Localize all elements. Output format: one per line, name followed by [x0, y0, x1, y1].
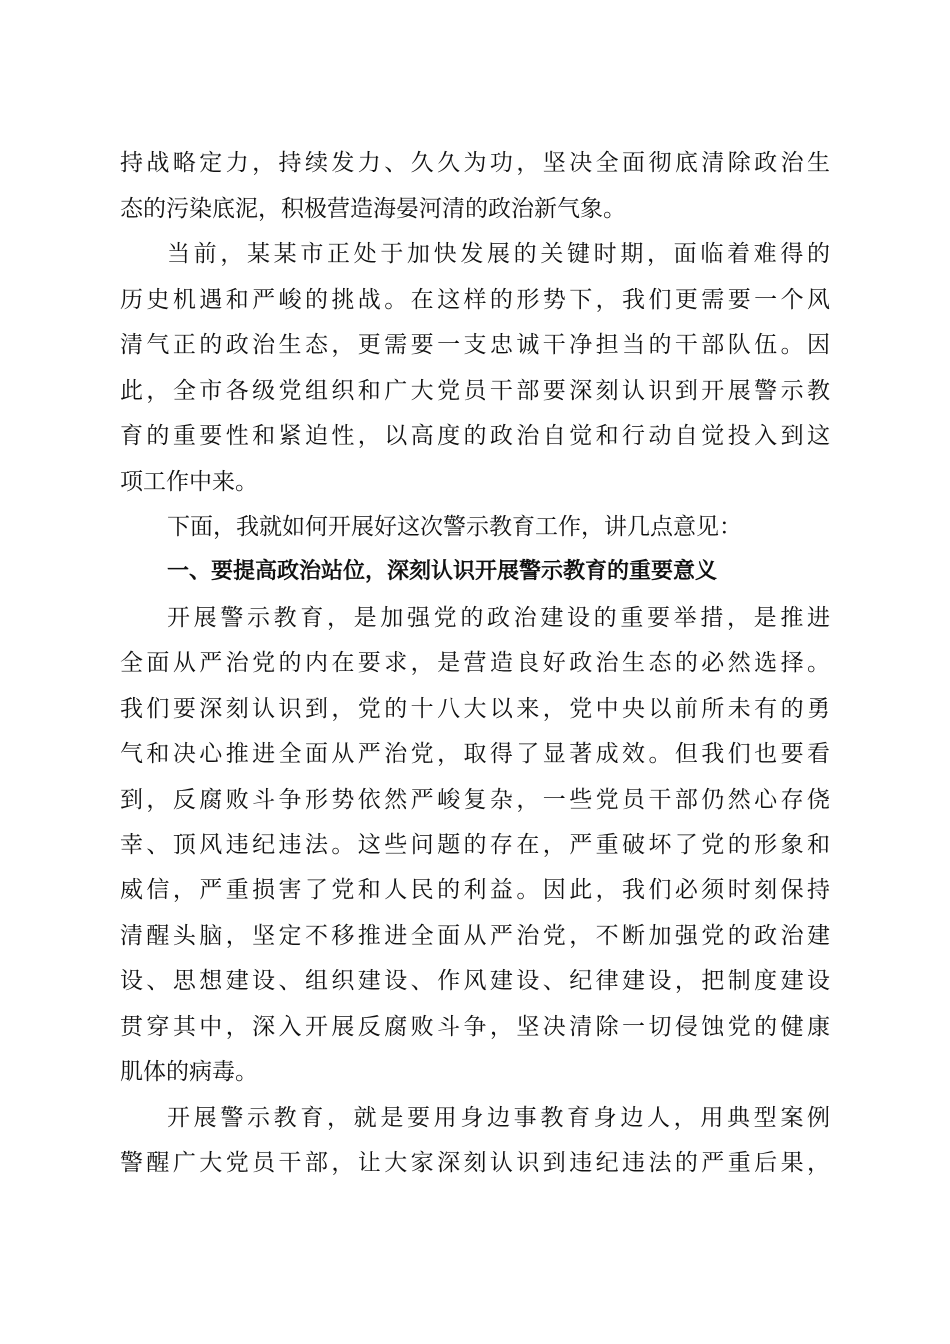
- paragraph-line: 育的重要性和紧迫性，以高度的政治自觉和行动自觉投入到这: [120, 423, 830, 449]
- paragraph-line: 到，反腐败斗争形势依然严峻复杂，一些党员干部仍然心存侥: [120, 787, 830, 813]
- paragraph-line: 贯穿其中，深入开展反腐败斗争，坚决清除一切侵蚀党的健康: [120, 1014, 830, 1040]
- paragraph-line: 气和决心推进全面从严治党，取得了显著成效。但我们也要看: [120, 741, 830, 767]
- paragraph-line: 下面，我就如何开展好这次警示教育工作，讲几点意见：: [167, 514, 742, 540]
- paragraph-line: 历史机遇和严峻的挑战。在这样的形势下，我们更需要一个风: [120, 287, 830, 313]
- paragraph-line: 持战略定力，持续发力、久久为功，坚决全面彻底清除政治生: [120, 150, 830, 176]
- paragraph-line: 幸、顶风违纪违法。这些问题的存在，严重破坏了党的形象和: [120, 832, 830, 858]
- paragraph-line: 警醒广大党员干部，让大家深刻认识到违纪违法的严重后果，: [120, 1150, 830, 1176]
- paragraph-line: 此，全市各级党组织和广大党员干部要深刻认识到开展警示教: [120, 378, 830, 404]
- paragraph-line: 清醒头脑，坚定不移推进全面从严治党，不断加强党的政治建: [120, 923, 830, 949]
- paragraph-line: 全面从严治党的内在要求，是营造良好政治生态的必然选择。: [120, 650, 830, 676]
- paragraph-line: 态的污染底泥，积极营造海晏河清的政治新气象。: [120, 196, 626, 222]
- paragraph-line: 设、思想建设、组织建设、作风建设、纪律建设，把制度建设: [120, 968, 830, 994]
- paragraph-line: 清气正的政治生态，更需要一支忠诚干净担当的干部队伍。因: [120, 332, 830, 358]
- paragraph-line: 开展警示教育，是加强党的政治建设的重要举措，是推进: [167, 605, 830, 631]
- paragraph-line: 开展警示教育，就是要用身边事教育身边人，用典型案例: [167, 1105, 830, 1131]
- section-heading: 一、要提高政治站位，深刻认识开展警示教育的重要意义: [167, 559, 718, 584]
- paragraph-line: 威信，严重损害了党和人民的利益。因此，我们必须时刻保持: [120, 877, 830, 903]
- paragraph-line: 项工作中来。: [120, 469, 258, 495]
- paragraph-line: 我们要深刻认识到，党的十八大以来，党中央以前所未有的勇: [120, 696, 830, 722]
- paragraph-line: 当前，某某市正处于加快发展的关键时期，面临着难得的: [167, 241, 830, 267]
- paragraph-line: 肌体的病毒。: [120, 1059, 258, 1085]
